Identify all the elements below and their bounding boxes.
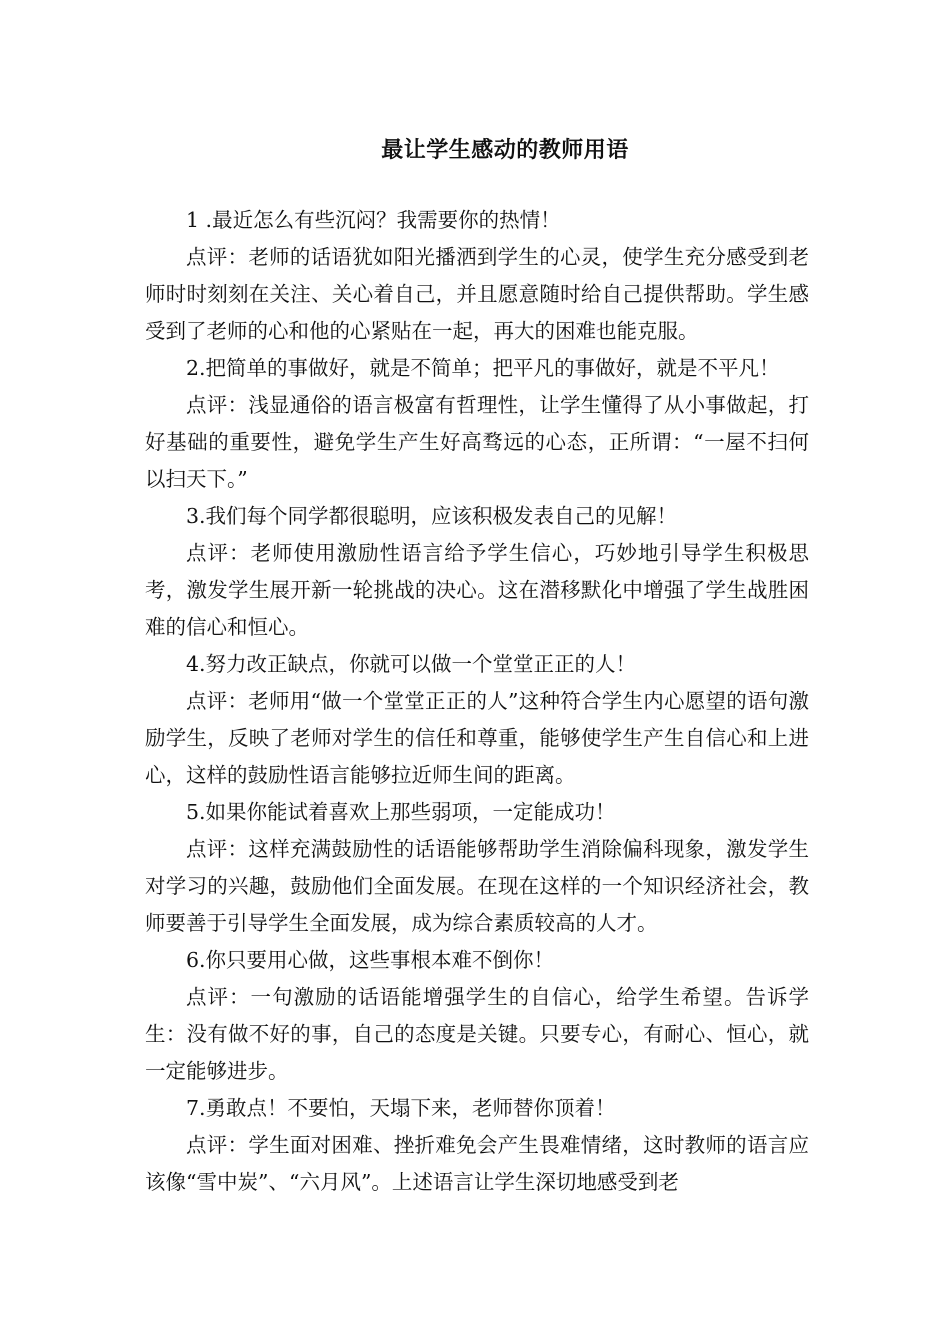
- paragraph-7: 4.努力改正缺点，你就可以做一个堂堂正正的人！: [186, 652, 637, 676]
- paragraph-9: 5.如果你能试着喜欢上那些弱项，一定能成功！: [186, 800, 616, 824]
- paragraph-12: 点评：一句激励的话语能增强学生的自信心，给学生希望。告诉学生：没有做不好的事，自己的态度是关键。只要专心，有耐心、恒心，就一定能够进步。: [145, 985, 809, 1083]
- paragraph-3: 2.把简单的事做好，就是不简单；把平凡的事做好，就是不平凡！: [186, 356, 780, 380]
- paragraph-4: 点评：浅显通俗的语言极富有哲理性，让学生懂得了从小事做起，打好基础的重要性，避免学生产生好高骛远的心态，正所谓：“一屋不扫何以扫天下。”: [145, 393, 809, 491]
- document-body: [145, 202, 809, 1201]
- paragraph-13: 7.勇敢点！不要怕，天塌下来，老师替你顶着！: [186, 1096, 616, 1120]
- paragraph-5: 3.我们每个同学都很聪明，应该积极发表自己的见解！: [186, 504, 678, 528]
- paragraph-8: 点评：老师用“做一个堂堂正正的人”这种符合学生内心愿望的语句激励学生，反映了老师对学生的信任和尊重，能够使学生产生自信心和上进心，这样的鼓励性语言能够拉近师生间的距离。: [145, 689, 809, 787]
- paragraph-1: 1 .最近怎么有些沉闷？我需要你的热情！: [186, 208, 561, 232]
- paragraph-11: 6.你只要用心做，这些事根本难不倒你！: [186, 948, 555, 972]
- paragraph-10: 点评：这样充满鼓励性的话语能够帮助学生消除偏科现象，激发学生对学习的兴趣，鼓励他们全面发展。在现在这样的一个知识经济社会，教师要善于引导学生全面发展，成为综合素质较高的人才。: [145, 837, 809, 935]
- paragraph-6: 点评：老师使用激励性语言给予学生信心，巧妙地引导学生积极思考，激发学生展开新一轮挑战的决心。这在潜移默化中增强了学生战胜困难的信心和恒心。: [145, 541, 809, 639]
- paragraph-2: 点评：老师的话语犹如阳光播洒到学生的心灵，使学生充分感受到老师时时刻刻在关注、关心着自己，并且愿意随时给自己提供帮助。学生感受到了老师的心和他的心紧贴在一起，再大的困难也能克服。: [145, 245, 809, 343]
- page-title: 最让学生感动的教师用语: [381, 137, 629, 163]
- paragraph-14: 点评：学生面对困难、挫折难免会产生畏难情绪，这时教师的语言应该像“雪中炭”、“六月风”。上述语言让学生深切地感受到老: [145, 1133, 809, 1194]
